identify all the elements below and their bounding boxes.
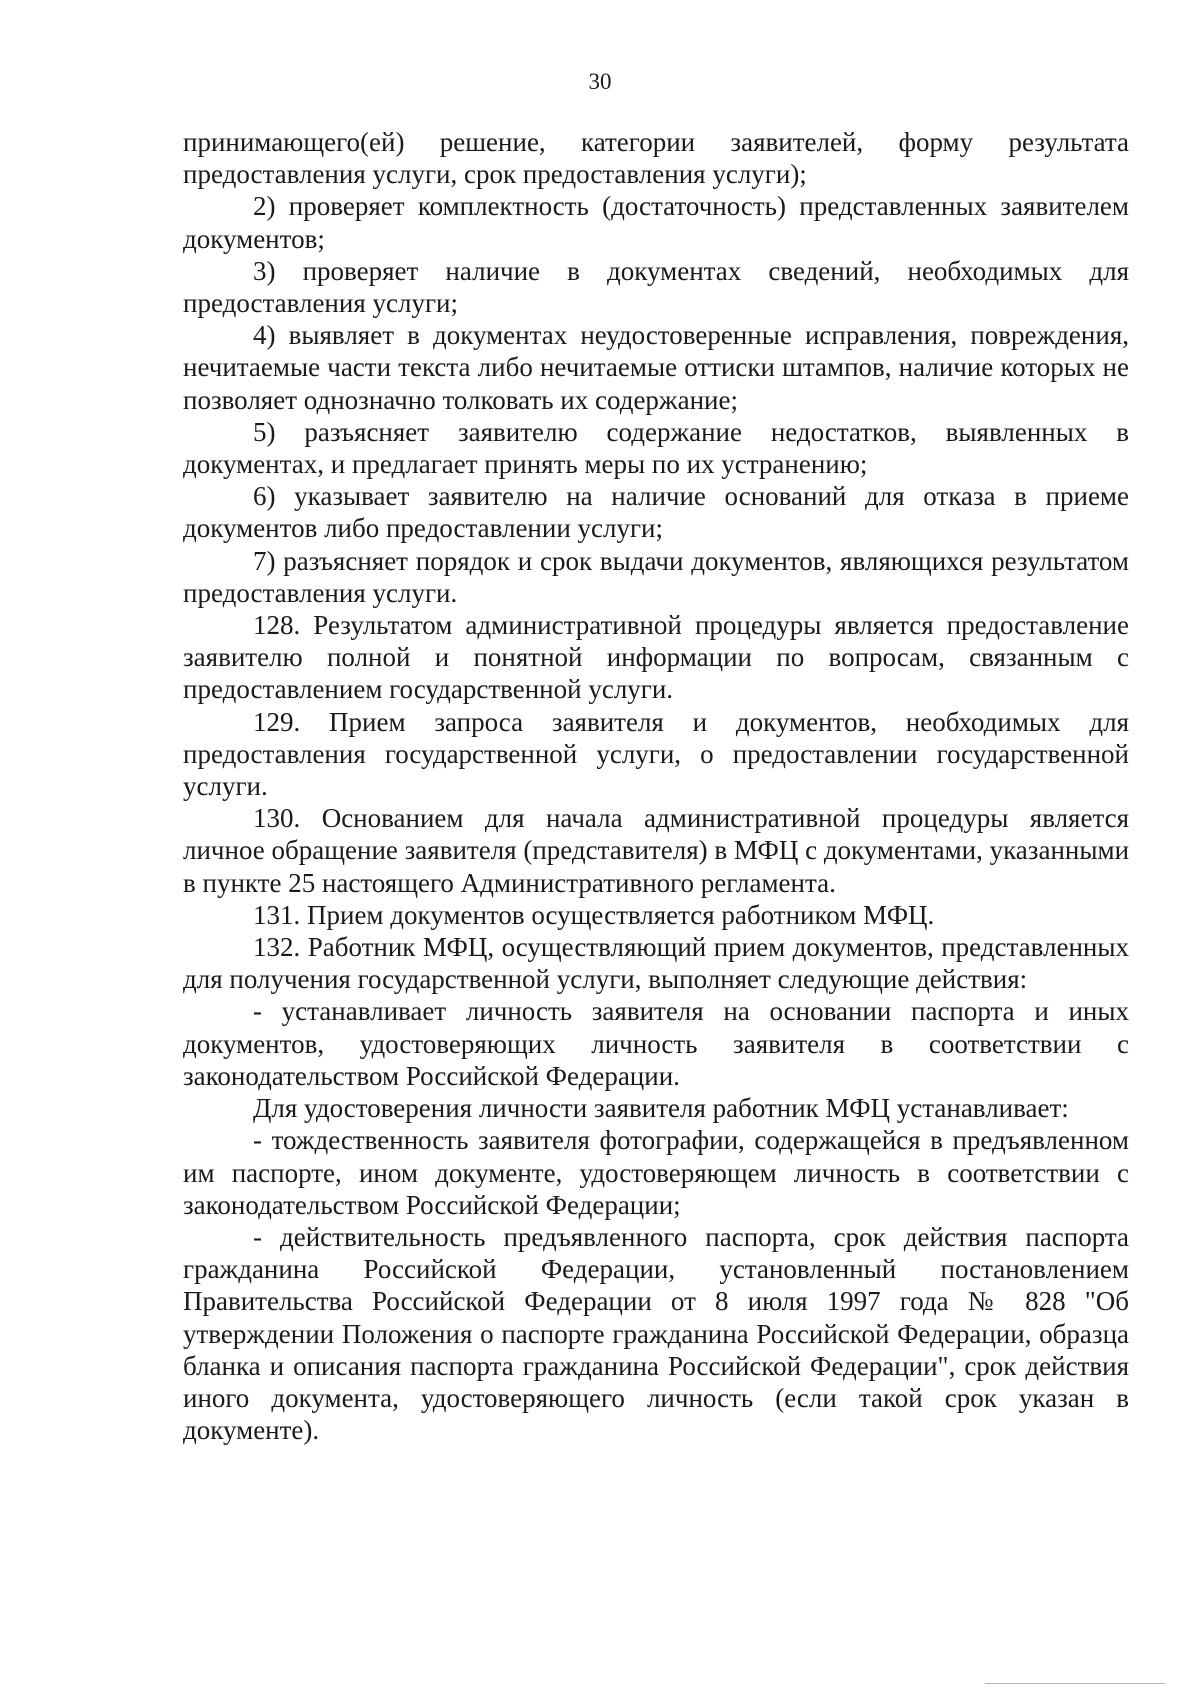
document-body <box>183 126 1129 1446</box>
identity-intro: Для удостоверения личности заявителя работник МФЦ устанавливает: <box>253 1093 1069 1124</box>
clause-129: 129. Прием запроса заявителя и документов, необходимых для предоставления государственной услуги, о предоставлении государственной услуги. <box>183 706 1129 802</box>
list-item-7: 7) разъясняет порядок и срок выдачи документов, являющихся результатом предоставления услуги. <box>183 545 1129 608</box>
dash-item-passport-validity: - действительность предъявленного паспорта, срок действия паспорта гражданина Российской Федерации, установленный постановлением Правительства Российской Федерации от 8 июля 1997 года № 828 "Об утверждении Положения о паспорте гражданина Российской Федерации, образца бланка и описания паспорта гражданина Российской Федерации", срок действия иного документа, удостоверяющего личность (если такой срок указан в документе). <box>183 1221 1129 1446</box>
list-item-3: 3) проверяет наличие в документах сведений, необходимых для предоставления услуги; <box>183 255 1129 319</box>
page-number: 30 <box>588 69 612 94</box>
dash-item-photo-match: - тождественность заявителя фотографии, содержащейся в предъявленном им паспорте, ином документе, удостоверяющем личность в соответствии с законодательством Российской Федерации; <box>183 1125 1129 1220</box>
footer-rule <box>985 1683 1165 1684</box>
clause-132: 132. Работник МФЦ, осуществляющий прием документов, представленных для получения государственной услуги, выполняет следующие действия: <box>183 932 1129 995</box>
list-item-5: 5) разъясняет заявителю содержание недостатков, выявленных в документах, и предлагает принять меры по их устранению; <box>183 416 1129 480</box>
clause-128: 128. Результатом административной процедуры является предоставление заявителю полной и понятной информации по вопросам, связанным с предоставлением государственной услуги. <box>183 610 1129 705</box>
list-item-2: 2) проверяет комплектность (достаточность) представленных заявителем документов; <box>183 191 1129 254</box>
dash-item-identity: - устанавливает личность заявителя на основании паспорта и иных документов, удостоверяющих личность заявителя в соответствии с законодательством Российской Федерации. <box>183 996 1129 1091</box>
list-item-4: 4) выявляет в документах неудостоверенные исправления, повреждения, нечитаемые части текста либо нечитаемые оттиски штампов, наличие которых не позволяет однозначно толковать их содержание; <box>183 320 1129 415</box>
paragraph-continuation: принимающего(ей) решение, категории заявителей, форму результата предоставления услуги, срок предоставления услуги); <box>183 127 1129 190</box>
clause-131: 131. Прием документов осуществляется работником МФЦ. <box>253 899 935 930</box>
clause-130: 130. Основанием для начала административной процедуры является личное обращение заявителя (представителя) в МФЦ с документами, указанными в пункте 25 настоящего Административного регламента. <box>183 803 1130 898</box>
list-item-6: 6) указывает заявителю на наличие оснований для отказа в приеме документов либо предоставлении услуги; <box>183 481 1129 544</box>
